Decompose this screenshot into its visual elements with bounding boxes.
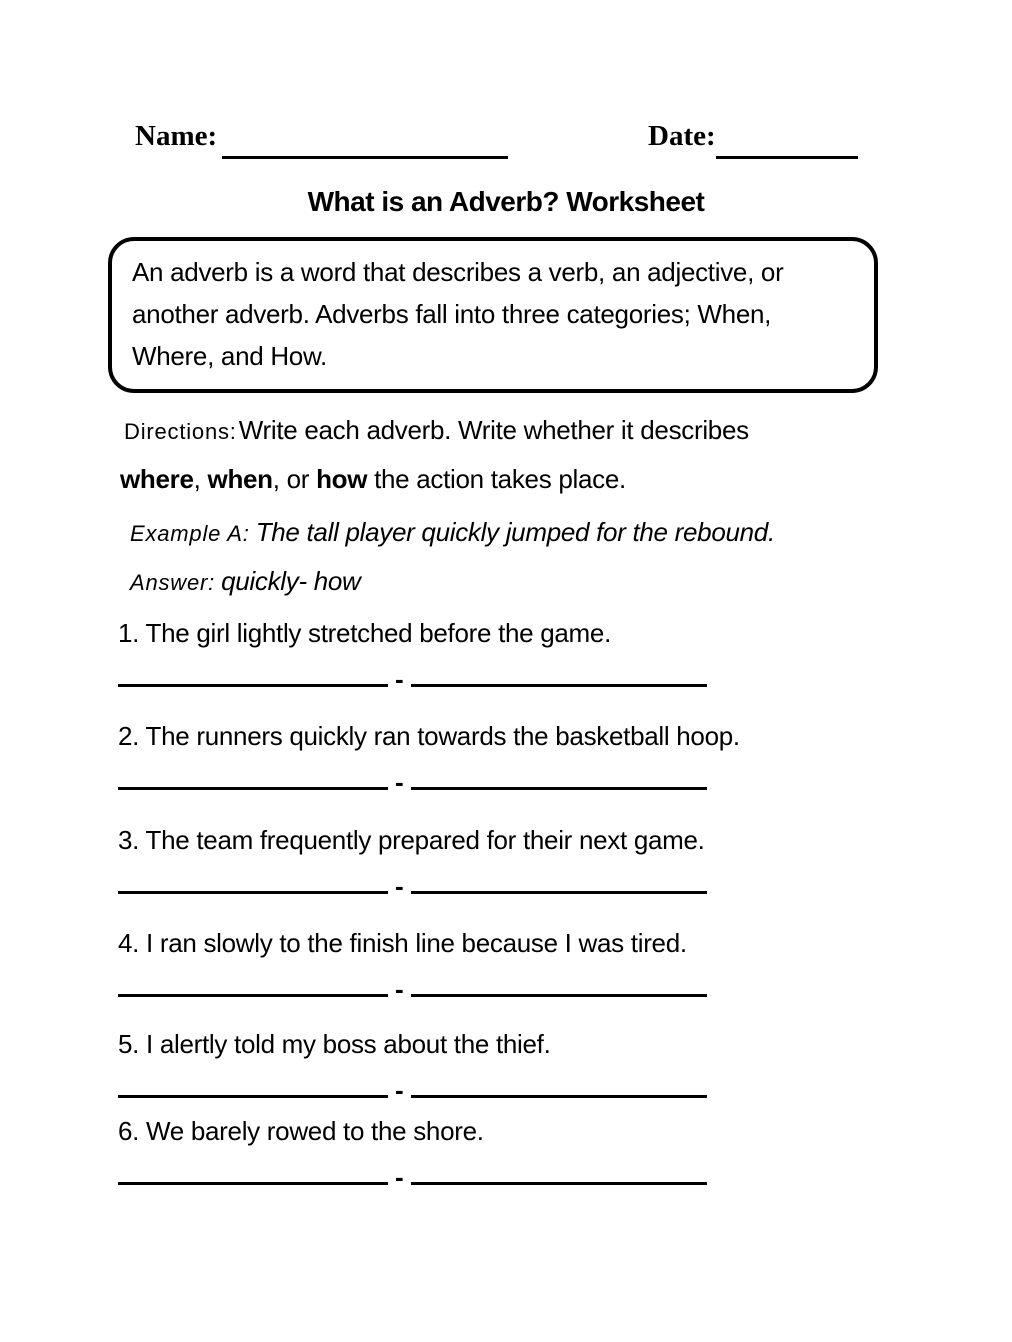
answer-blank-right bbox=[411, 666, 707, 687]
answer-blank-row bbox=[118, 974, 918, 1004]
blank-separator: - bbox=[395, 767, 404, 797]
name-label: Name: bbox=[135, 120, 218, 152]
date-label: Date: bbox=[648, 120, 716, 152]
blank-separator: - bbox=[395, 1075, 404, 1105]
directions-text: Write each adverb. Write whether it describes bbox=[238, 415, 749, 445]
category-when: when bbox=[207, 464, 273, 494]
answer-blank-left bbox=[118, 666, 388, 687]
answer-blank-right bbox=[411, 1077, 707, 1098]
answer-blank-row bbox=[118, 871, 918, 901]
question-item bbox=[118, 615, 918, 694]
question-item bbox=[118, 1026, 918, 1105]
answer-blank-left bbox=[118, 1164, 388, 1185]
example-sentence: The tall player quickly jumped for the rebound. bbox=[255, 517, 775, 547]
answer-blank-right bbox=[411, 976, 707, 997]
answer-blank-left bbox=[118, 873, 388, 894]
answer-text: quickly- how bbox=[221, 566, 361, 596]
question-item bbox=[118, 925, 918, 1004]
page-title: What is an Adverb? Worksheet bbox=[307, 186, 705, 217]
blank-separator: - bbox=[395, 871, 404, 901]
category-where: where bbox=[120, 464, 194, 494]
question-item bbox=[118, 822, 918, 901]
answer-blank-left bbox=[118, 976, 388, 997]
question-item bbox=[118, 1113, 918, 1192]
definition-line: another adverb. Adverbs fall into three categories; When, bbox=[132, 299, 772, 329]
answer-blank-row bbox=[118, 767, 918, 797]
answer-blank-row bbox=[118, 1162, 918, 1192]
question-text: 4. I ran slowly to the finish line because I was tired. bbox=[118, 928, 687, 958]
answer-blank-left bbox=[118, 769, 388, 790]
question-item bbox=[118, 718, 918, 797]
definition-line: Where, and How. bbox=[132, 341, 327, 371]
answer-blank-right bbox=[411, 873, 707, 894]
question-text: 6. We barely rowed to the shore. bbox=[118, 1116, 484, 1146]
question-text: 5. I alertly told my boss about the thief. bbox=[118, 1029, 551, 1059]
question-text: 2. The runners quickly ran towards the basketball hoop. bbox=[118, 721, 740, 751]
blank-separator: - bbox=[395, 1162, 404, 1192]
example-label: Example A: bbox=[130, 521, 250, 546]
blank-separator: - bbox=[395, 664, 404, 694]
directions-rest: the action takes place. bbox=[367, 464, 626, 494]
question-text: 1. The girl lightly stretched before the game. bbox=[118, 618, 611, 648]
answer-blank-right bbox=[411, 769, 707, 790]
question-text: 3. The team frequently prepared for their next game. bbox=[118, 825, 705, 855]
answer-blank-row bbox=[118, 664, 918, 694]
definition-line: An adverb is a word that describes a verb, an adjective, or bbox=[132, 257, 784, 287]
directions-label: Directions: bbox=[124, 419, 237, 444]
answer-blank-left bbox=[118, 1077, 388, 1098]
answer-blank-row bbox=[118, 1075, 918, 1105]
blank-separator: - bbox=[395, 974, 404, 1004]
directions-separator: , or bbox=[272, 464, 317, 494]
category-how: how bbox=[316, 464, 368, 494]
directions-separator: , bbox=[193, 464, 208, 494]
answer-label: Answer: bbox=[130, 570, 216, 595]
answer-blank-right bbox=[411, 1164, 707, 1185]
